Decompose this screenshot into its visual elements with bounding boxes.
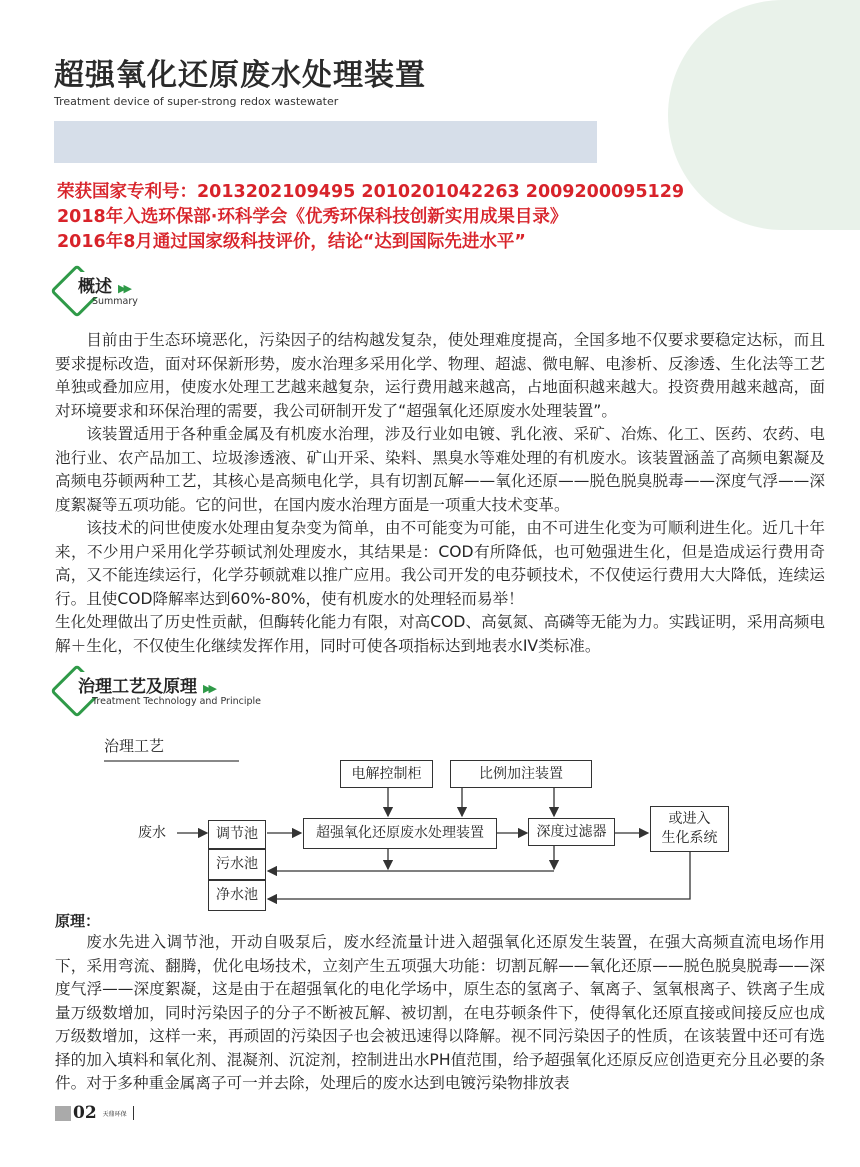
section-title-en: Treatment Technology and Principle	[92, 696, 261, 707]
patent-line: 荣获国家专利号：201320210949​5 2010201042263 2009200095129	[57, 182, 685, 202]
page-number: 02	[73, 1103, 97, 1123]
arrow-to-clean	[268, 852, 690, 899]
principle-text	[55, 931, 825, 1096]
award-line: 2018年入选环保部·环科学会《优秀环保科技创新实用成果目录》	[57, 207, 568, 227]
main-device-box: 超强氧化还原废水处理装置	[303, 818, 497, 849]
paragraph: 该装置适用于各种重金属及有机废水治理，涉及行业如电镀、乳化液、采矿、冶炼、化工、医药、农药、电池行业、农产品加工、垃圾渗透液、矿山开采、染料、黑臭水等难处理的有机废水。该装置涵盖了高频电絮凝及高频电芬顿两种工艺，其核心是高频电化学，具有切割瓦解——氧化还原——脱色脱臭脱毒——深度气浮——深度絮凝等五项功能。它的问世，在国内废水治理方面是一项重大技术变革。	[55, 425, 825, 514]
sewage-tank-box: 污水池	[208, 849, 266, 880]
regulating-tank-box: 调节池	[208, 820, 266, 849]
page-title: 超强氧化还原废水处理装置	[54, 58, 426, 93]
section-title: 概述	[78, 277, 112, 297]
process-subheading: 治理工艺	[104, 737, 165, 755]
paragraph: 目前由于生态环境恶化，污染因子的结构越发复杂，使处理难度提高，全国多地不仅要求要稳定达标，而且要求提标改造，面对环保新形势，废水治理多采用化学、物理、超滤、微电解、电渗析、反渗透、生化法等工艺单独或叠加应用，使废水处理工艺越来越复杂，运行费用越来越高，占地面积越来越大。投资费用越来越高，面对环境要求和环保治理的需要，我公司研制开发了“超强氧化还原废水处理装置”。	[55, 331, 825, 420]
double-arrow-icon: ▶▶	[203, 682, 214, 695]
input-label: 废水	[138, 825, 166, 841]
footer	[55, 1103, 134, 1123]
bio-line2: 生化系统	[661, 830, 718, 846]
paragraph: 该技术的问世使废水处理由复杂变为简单，由不可能变为可能，由不可进生化变为可顺利进生化。近几十年来，不少用户采用化学芬顿试剂处理废水，其结果是：COD有所降低，也可勉强进生化，但是造成运行费用奇高，又不能连续运行，化学芬顿就难以推广应用。我公司开发的电芬顿技术，不仅使运行费用大大降低，连续运行。且使COD降解率达到60%-80%，使有机废水的处理轻而易举！	[55, 519, 825, 608]
principle-heading: 原理：	[55, 912, 101, 930]
paragraph: 生化处理做出了历史性贡献，但酶转化能力有限，对高COD、高氨氮、高磷等无能为力。实践证明，采用高频电解＋生化，不仅使生化继续发挥作用，同时可使各项指标达到地表水IV类标准。	[55, 613, 825, 655]
page-subtitle: Treatment device of super-strong redox wastewater	[54, 95, 339, 108]
evaluation-line: 2016年8月通过国家级科技评价，结论“达到国际先进水平”	[57, 232, 526, 252]
footer-brand: 天鼎环保	[102, 1110, 127, 1118]
control-cabinet-box: 电解控制柜	[340, 760, 433, 788]
footer-divider	[133, 1106, 134, 1120]
bio-line1: 或进入	[668, 811, 711, 827]
clean-tank-box: 净水池	[208, 880, 266, 911]
section-title-en: Summary	[92, 296, 138, 307]
paragraph: 废水先进入调节池，开动自吸泵后，废水经流量计进入超强氧化还原发生装置，在强大高频直流电场作用下，采用弯流、翻腾，优化电场技术，立刻产生五项强大功能：切割瓦解——氧化还原——脱色脱臭脱毒——深度气浮——深度絮凝，这是由于在超强氧化的电化学场中，原生态的氢离子、氧离子、氢氧根离子、铁离子生成量万级数增加，同时污染因子的分子不断被瓦解、被切割，在电芬顿条件下，使得氧化还原直接或间接反应也成万级数增加，这样一来，再顽固的污染因子也会被迅速得以降解。视不同污染因子的性质，在该装置中还可有选择的加入填料和氧化剂、混凝剂、沉淀剂，控制进出水PH值范围，给予超强氧化还原反应创造更充分且必要的条件。对于多种重金属离子可一并去除，处理后的废水达到电镀污染物排放表	[55, 933, 825, 1092]
double-arrow-icon: ▶▶	[118, 282, 129, 295]
filter-box: 深度过滤器	[528, 818, 615, 846]
dosing-box: 比例加注装置	[450, 760, 592, 788]
section-title: 治理工艺及原理	[78, 677, 197, 697]
footer-block	[55, 1106, 71, 1121]
bio-system-box	[650, 806, 729, 852]
